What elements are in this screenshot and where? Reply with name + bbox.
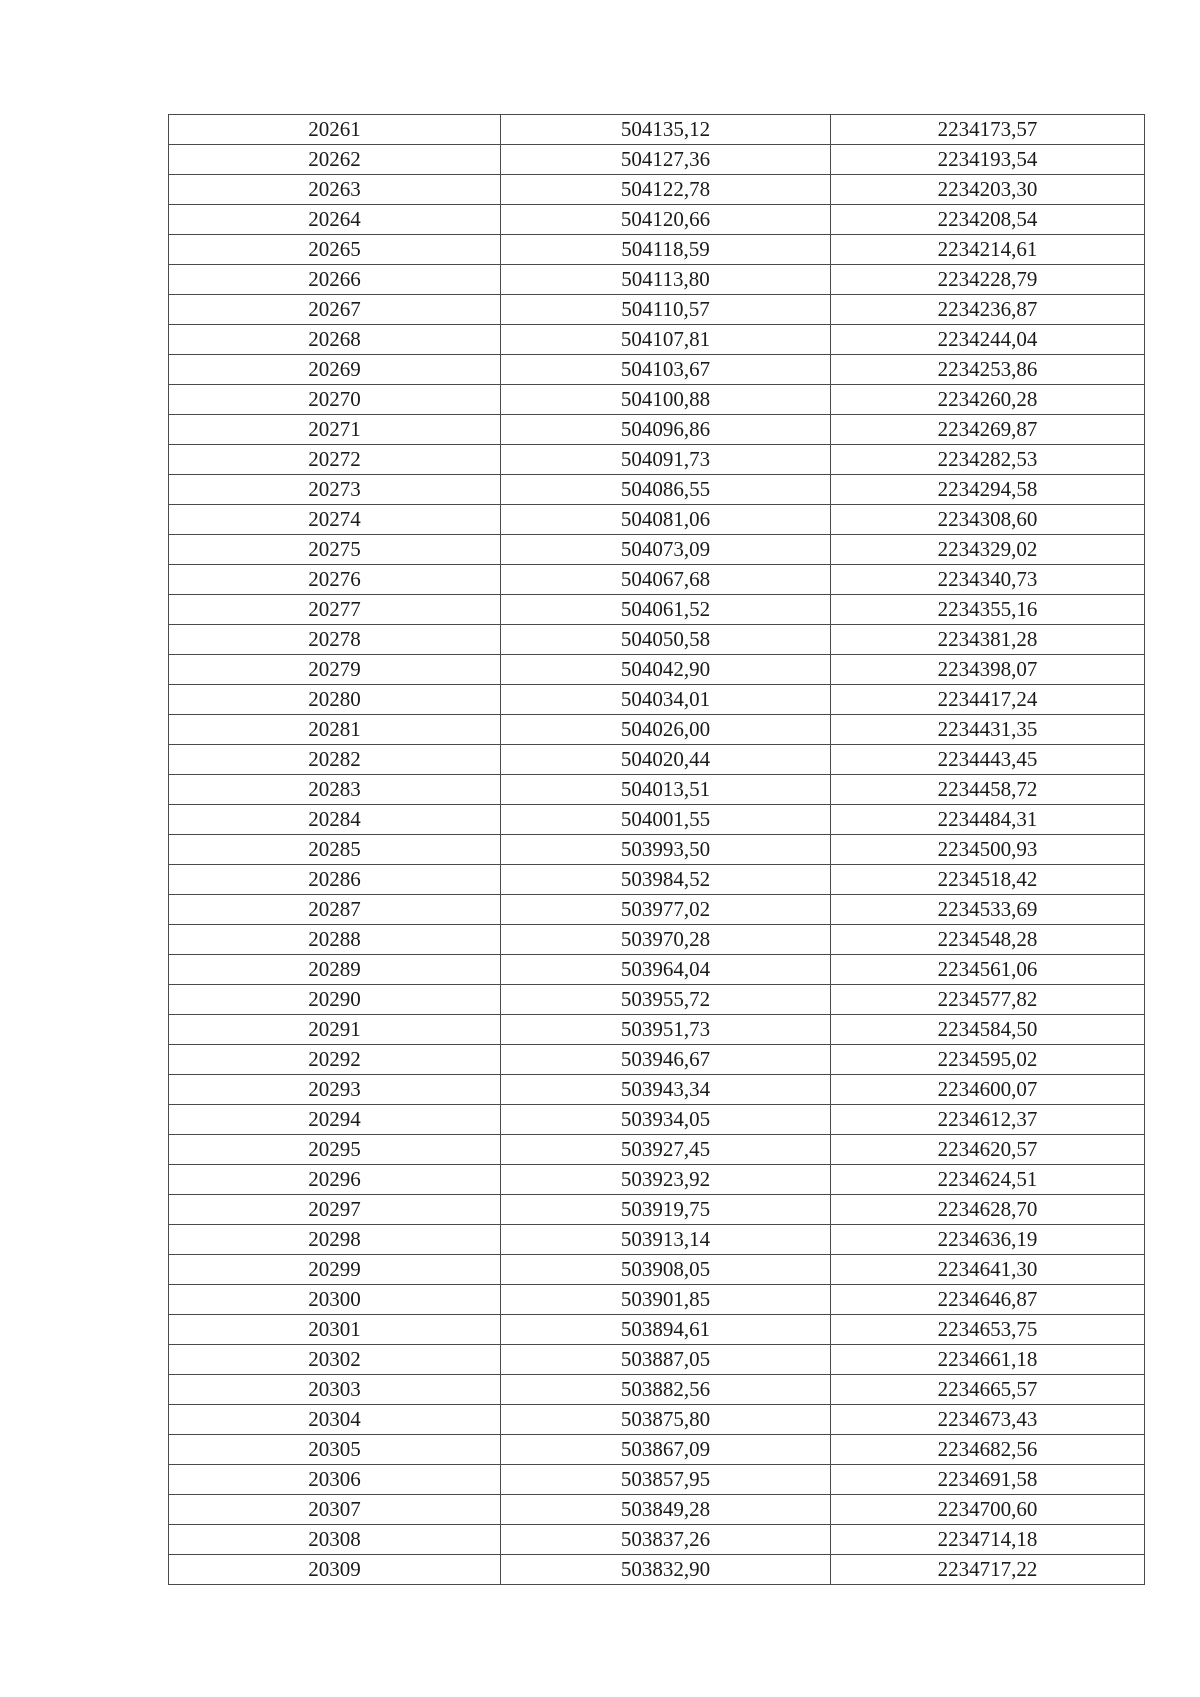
point-number-cell: 20277 bbox=[169, 595, 501, 625]
table-row bbox=[169, 295, 1145, 325]
point-number-cell: 20286 bbox=[169, 865, 501, 895]
point-number-cell: 20288 bbox=[169, 925, 501, 955]
y-coordinate-cell: 2234548,28 bbox=[831, 925, 1145, 955]
y-coordinate-cell: 2234214,61 bbox=[831, 235, 1145, 265]
y-coordinate-cell: 2234244,04 bbox=[831, 325, 1145, 355]
table-row bbox=[169, 1495, 1145, 1525]
y-coordinate-cell: 2234612,37 bbox=[831, 1105, 1145, 1135]
y-coordinate-cell: 2234269,87 bbox=[831, 415, 1145, 445]
point-number-cell: 20283 bbox=[169, 775, 501, 805]
x-coordinate-cell: 504091,73 bbox=[501, 445, 831, 475]
y-coordinate-cell: 2234646,87 bbox=[831, 1285, 1145, 1315]
table-row bbox=[169, 745, 1145, 775]
x-coordinate-cell: 504067,68 bbox=[501, 565, 831, 595]
y-coordinate-cell: 2234253,86 bbox=[831, 355, 1145, 385]
y-coordinate-cell: 2234355,16 bbox=[831, 595, 1145, 625]
table-row bbox=[169, 835, 1145, 865]
y-coordinate-cell: 2234340,73 bbox=[831, 565, 1145, 595]
point-number-cell: 20309 bbox=[169, 1555, 501, 1585]
y-coordinate-cell: 2234533,69 bbox=[831, 895, 1145, 925]
x-coordinate-cell: 504113,80 bbox=[501, 265, 831, 295]
point-number-cell: 20263 bbox=[169, 175, 501, 205]
x-coordinate-cell: 503887,05 bbox=[501, 1345, 831, 1375]
point-number-cell: 20307 bbox=[169, 1495, 501, 1525]
table-row bbox=[169, 1045, 1145, 1075]
y-coordinate-cell: 2234518,42 bbox=[831, 865, 1145, 895]
x-coordinate-cell: 504100,88 bbox=[501, 385, 831, 415]
point-number-cell: 20287 bbox=[169, 895, 501, 925]
y-coordinate-cell: 2234398,07 bbox=[831, 655, 1145, 685]
table-row bbox=[169, 1465, 1145, 1495]
point-number-cell: 20298 bbox=[169, 1225, 501, 1255]
x-coordinate-cell: 503894,61 bbox=[501, 1315, 831, 1345]
table-row bbox=[169, 265, 1145, 295]
table-row bbox=[169, 925, 1145, 955]
point-number-cell: 20276 bbox=[169, 565, 501, 595]
point-number-cell: 20265 bbox=[169, 235, 501, 265]
point-number-cell: 20295 bbox=[169, 1135, 501, 1165]
table-row bbox=[169, 1405, 1145, 1435]
table-row bbox=[169, 355, 1145, 385]
y-coordinate-cell: 2234717,22 bbox=[831, 1555, 1145, 1585]
x-coordinate-cell: 503984,52 bbox=[501, 865, 831, 895]
y-coordinate-cell: 2234595,02 bbox=[831, 1045, 1145, 1075]
table-row bbox=[169, 1225, 1145, 1255]
x-coordinate-cell: 503867,09 bbox=[501, 1435, 831, 1465]
point-number-cell: 20261 bbox=[169, 115, 501, 145]
point-number-cell: 20278 bbox=[169, 625, 501, 655]
y-coordinate-cell: 2234665,57 bbox=[831, 1375, 1145, 1405]
table-row bbox=[169, 1135, 1145, 1165]
x-coordinate-cell: 503923,92 bbox=[501, 1165, 831, 1195]
y-coordinate-cell: 2234193,54 bbox=[831, 145, 1145, 175]
point-number-cell: 20270 bbox=[169, 385, 501, 415]
table-row bbox=[169, 775, 1145, 805]
point-number-cell: 20273 bbox=[169, 475, 501, 505]
y-coordinate-cell: 2234584,50 bbox=[831, 1015, 1145, 1045]
y-coordinate-cell: 2234484,31 bbox=[831, 805, 1145, 835]
y-coordinate-cell: 2234236,87 bbox=[831, 295, 1145, 325]
y-coordinate-cell: 2234381,28 bbox=[831, 625, 1145, 655]
x-coordinate-cell: 504013,51 bbox=[501, 775, 831, 805]
x-coordinate-cell: 504122,78 bbox=[501, 175, 831, 205]
x-coordinate-cell: 503849,28 bbox=[501, 1495, 831, 1525]
x-coordinate-cell: 503857,95 bbox=[501, 1465, 831, 1495]
table-row bbox=[169, 1105, 1145, 1135]
point-number-cell: 20308 bbox=[169, 1525, 501, 1555]
x-coordinate-cell: 504107,81 bbox=[501, 325, 831, 355]
table-row bbox=[169, 1315, 1145, 1345]
x-coordinate-cell: 504086,55 bbox=[501, 475, 831, 505]
table-row bbox=[169, 715, 1145, 745]
x-coordinate-cell: 504034,01 bbox=[501, 685, 831, 715]
table-row bbox=[169, 595, 1145, 625]
point-number-cell: 20282 bbox=[169, 745, 501, 775]
point-number-cell: 20304 bbox=[169, 1405, 501, 1435]
y-coordinate-cell: 2234443,45 bbox=[831, 745, 1145, 775]
table-row bbox=[169, 625, 1145, 655]
y-coordinate-cell: 2234673,43 bbox=[831, 1405, 1145, 1435]
y-coordinate-cell: 2234691,58 bbox=[831, 1465, 1145, 1495]
point-number-cell: 20281 bbox=[169, 715, 501, 745]
x-coordinate-cell: 503955,72 bbox=[501, 985, 831, 1015]
y-coordinate-cell: 2234600,07 bbox=[831, 1075, 1145, 1105]
y-coordinate-cell: 2234661,18 bbox=[831, 1345, 1145, 1375]
x-coordinate-cell: 504096,86 bbox=[501, 415, 831, 445]
x-coordinate-cell: 503993,50 bbox=[501, 835, 831, 865]
point-number-cell: 20306 bbox=[169, 1465, 501, 1495]
x-coordinate-cell: 504103,67 bbox=[501, 355, 831, 385]
x-coordinate-cell: 504061,52 bbox=[501, 595, 831, 625]
table-row bbox=[169, 205, 1145, 235]
point-number-cell: 20275 bbox=[169, 535, 501, 565]
y-coordinate-cell: 2234282,53 bbox=[831, 445, 1145, 475]
y-coordinate-cell: 2234294,58 bbox=[831, 475, 1145, 505]
point-number-cell: 20279 bbox=[169, 655, 501, 685]
point-number-cell: 20302 bbox=[169, 1345, 501, 1375]
x-coordinate-cell: 503951,73 bbox=[501, 1015, 831, 1045]
point-number-cell: 20262 bbox=[169, 145, 501, 175]
table-row bbox=[169, 415, 1145, 445]
table-row bbox=[169, 1555, 1145, 1585]
point-number-cell: 20285 bbox=[169, 835, 501, 865]
table-row bbox=[169, 1285, 1145, 1315]
x-coordinate-cell: 503919,75 bbox=[501, 1195, 831, 1225]
x-coordinate-cell: 503964,04 bbox=[501, 955, 831, 985]
y-coordinate-cell: 2234308,60 bbox=[831, 505, 1145, 535]
point-number-cell: 20271 bbox=[169, 415, 501, 445]
point-number-cell: 20290 bbox=[169, 985, 501, 1015]
x-coordinate-cell: 503934,05 bbox=[501, 1105, 831, 1135]
y-coordinate-cell: 2234641,30 bbox=[831, 1255, 1145, 1285]
y-coordinate-cell: 2234228,79 bbox=[831, 265, 1145, 295]
x-coordinate-cell: 503901,85 bbox=[501, 1285, 831, 1315]
x-coordinate-cell: 503946,67 bbox=[501, 1045, 831, 1075]
x-coordinate-cell: 504120,66 bbox=[501, 205, 831, 235]
table-row bbox=[169, 1345, 1145, 1375]
point-number-cell: 20267 bbox=[169, 295, 501, 325]
x-coordinate-cell: 503882,56 bbox=[501, 1375, 831, 1405]
point-number-cell: 20266 bbox=[169, 265, 501, 295]
point-number-cell: 20289 bbox=[169, 955, 501, 985]
table-row bbox=[169, 985, 1145, 1015]
table-row bbox=[169, 895, 1145, 925]
table-row bbox=[169, 655, 1145, 685]
table-row bbox=[169, 145, 1145, 175]
point-number-cell: 20303 bbox=[169, 1375, 501, 1405]
y-coordinate-cell: 2234561,06 bbox=[831, 955, 1145, 985]
table-row bbox=[169, 1165, 1145, 1195]
point-number-cell: 20280 bbox=[169, 685, 501, 715]
point-number-cell: 20296 bbox=[169, 1165, 501, 1195]
table-row bbox=[169, 1015, 1145, 1045]
y-coordinate-cell: 2234203,30 bbox=[831, 175, 1145, 205]
table-row bbox=[169, 955, 1145, 985]
y-coordinate-cell: 2234682,56 bbox=[831, 1435, 1145, 1465]
x-coordinate-cell: 504135,12 bbox=[501, 115, 831, 145]
x-coordinate-cell: 504073,09 bbox=[501, 535, 831, 565]
x-coordinate-cell: 503977,02 bbox=[501, 895, 831, 925]
y-coordinate-cell: 2234620,57 bbox=[831, 1135, 1145, 1165]
point-number-cell: 20297 bbox=[169, 1195, 501, 1225]
table-row bbox=[169, 475, 1145, 505]
point-number-cell: 20269 bbox=[169, 355, 501, 385]
coordinates-table-body bbox=[169, 115, 1145, 1585]
x-coordinate-cell: 503908,05 bbox=[501, 1255, 831, 1285]
y-coordinate-cell: 2234577,82 bbox=[831, 985, 1145, 1015]
point-number-cell: 20293 bbox=[169, 1075, 501, 1105]
table-row bbox=[169, 505, 1145, 535]
y-coordinate-cell: 2234208,54 bbox=[831, 205, 1145, 235]
point-number-cell: 20274 bbox=[169, 505, 501, 535]
x-coordinate-cell: 504081,06 bbox=[501, 505, 831, 535]
point-number-cell: 20301 bbox=[169, 1315, 501, 1345]
table-row bbox=[169, 445, 1145, 475]
point-number-cell: 20305 bbox=[169, 1435, 501, 1465]
x-coordinate-cell: 504118,59 bbox=[501, 235, 831, 265]
point-number-cell: 20284 bbox=[169, 805, 501, 835]
y-coordinate-cell: 2234458,72 bbox=[831, 775, 1145, 805]
y-coordinate-cell: 2234636,19 bbox=[831, 1225, 1145, 1255]
y-coordinate-cell: 2234329,02 bbox=[831, 535, 1145, 565]
y-coordinate-cell: 2234173,57 bbox=[831, 115, 1145, 145]
table-row bbox=[169, 385, 1145, 415]
table-row bbox=[169, 805, 1145, 835]
table-row bbox=[169, 175, 1145, 205]
table-row bbox=[169, 235, 1145, 265]
y-coordinate-cell: 2234700,60 bbox=[831, 1495, 1145, 1525]
table-row bbox=[169, 325, 1145, 355]
point-number-cell: 20294 bbox=[169, 1105, 501, 1135]
table-row bbox=[169, 1525, 1145, 1555]
x-coordinate-cell: 503943,34 bbox=[501, 1075, 831, 1105]
table-row bbox=[169, 1075, 1145, 1105]
point-number-cell: 20292 bbox=[169, 1045, 501, 1075]
y-coordinate-cell: 2234628,70 bbox=[831, 1195, 1145, 1225]
x-coordinate-cell: 504050,58 bbox=[501, 625, 831, 655]
table-row bbox=[169, 1435, 1145, 1465]
coordinates-table bbox=[168, 114, 1145, 1585]
y-coordinate-cell: 2234260,28 bbox=[831, 385, 1145, 415]
x-coordinate-cell: 504127,36 bbox=[501, 145, 831, 175]
table-row bbox=[169, 535, 1145, 565]
table-row bbox=[169, 115, 1145, 145]
point-number-cell: 20300 bbox=[169, 1285, 501, 1315]
x-coordinate-cell: 504001,55 bbox=[501, 805, 831, 835]
table-row bbox=[169, 565, 1145, 595]
x-coordinate-cell: 503913,14 bbox=[501, 1225, 831, 1255]
y-coordinate-cell: 2234714,18 bbox=[831, 1525, 1145, 1555]
x-coordinate-cell: 503970,28 bbox=[501, 925, 831, 955]
y-coordinate-cell: 2234417,24 bbox=[831, 685, 1145, 715]
table-row bbox=[169, 685, 1145, 715]
point-number-cell: 20299 bbox=[169, 1255, 501, 1285]
point-number-cell: 20291 bbox=[169, 1015, 501, 1045]
y-coordinate-cell: 2234431,35 bbox=[831, 715, 1145, 745]
x-coordinate-cell: 503832,90 bbox=[501, 1555, 831, 1585]
x-coordinate-cell: 503875,80 bbox=[501, 1405, 831, 1435]
x-coordinate-cell: 503927,45 bbox=[501, 1135, 831, 1165]
point-number-cell: 20264 bbox=[169, 205, 501, 235]
x-coordinate-cell: 504026,00 bbox=[501, 715, 831, 745]
y-coordinate-cell: 2234500,93 bbox=[831, 835, 1145, 865]
table-row bbox=[169, 1255, 1145, 1285]
x-coordinate-cell: 504042,90 bbox=[501, 655, 831, 685]
point-number-cell: 20272 bbox=[169, 445, 501, 475]
y-coordinate-cell: 2234624,51 bbox=[831, 1165, 1145, 1195]
x-coordinate-cell: 504110,57 bbox=[501, 295, 831, 325]
y-coordinate-cell: 2234653,75 bbox=[831, 1315, 1145, 1345]
point-number-cell: 20268 bbox=[169, 325, 501, 355]
table-row bbox=[169, 1375, 1145, 1405]
x-coordinate-cell: 504020,44 bbox=[501, 745, 831, 775]
table-row bbox=[169, 1195, 1145, 1225]
table-row bbox=[169, 865, 1145, 895]
x-coordinate-cell: 503837,26 bbox=[501, 1525, 831, 1555]
